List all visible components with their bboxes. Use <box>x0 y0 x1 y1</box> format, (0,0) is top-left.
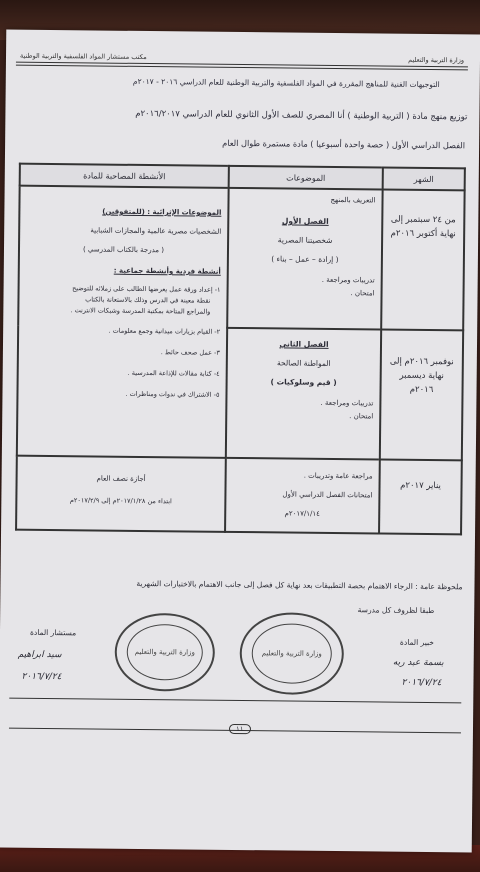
stamp-text: وزارة التربية والتعليم <box>251 623 332 684</box>
header-left: مكتب مستشار المواد الفلسفية والتربية الوطنية <box>19 51 147 62</box>
intro-line-1: التوجيهات الفنية للمناهج المقررة في المواد الفلسفية والتربية الوطنية للعام الدراسي ٢٠١٦ - ٢٠١٧م <box>132 76 440 90</box>
header-month: الشهر <box>383 167 465 190</box>
topic-bullet: تدريبات ومراجعة . <box>320 398 374 408</box>
activity-item: ٥- الاشتراك في ندوات ومناظرات . <box>125 389 220 399</box>
table-row <box>16 456 462 535</box>
month-cell <box>379 459 462 534</box>
topics-cell <box>227 188 382 330</box>
activity-item: ٢- القيام بزيارات ميدانية وجمع معلومات . <box>108 326 221 336</box>
activity-item: والمراجع المتاحة بمكتبة المدرسة وشبكات الانترنت . <box>70 306 211 316</box>
header-activities: الأنشطة المصاحبة للمادة <box>20 164 229 188</box>
official-stamp-left <box>114 613 215 692</box>
intro-line-2: توزيع منهج مادة ( التربية الوطنية ) أنا المصري للصف الأول الثانوي للعام الدراسي ٢٠١٦/٢٠١٧م <box>135 108 468 123</box>
topic-bullet: امتحان . <box>350 289 375 298</box>
activities-cell <box>16 456 226 532</box>
activity-item: نقطة معينة في الدرس وذلك بالاستعانة بالكتاب <box>85 295 211 305</box>
month-text: يناير ٢٠١٧م <box>400 480 441 492</box>
month-text: نوفمبر ٢٠١٦م إلى نهاية ديسمبر ٢٠١٦م <box>389 356 454 396</box>
intro-line-3: الفصل الدراسي الأول ( حصة واحدة أسبوعيا ) مادة مستمرة طوال العام <box>222 137 466 151</box>
topic-sub: ( قيم وسلوكيات ) <box>270 377 337 388</box>
signature-left-title: مستشار المادة <box>29 627 77 638</box>
stamp-text: وزارة التربية والتعليم <box>126 623 203 681</box>
document-page <box>0 30 480 853</box>
month-cell <box>380 329 463 460</box>
topic-unit: الفصل الأول <box>281 216 329 226</box>
page-number: ١١ <box>229 724 251 734</box>
table-row <box>18 186 464 331</box>
general-note-line-2: طبقا لظروف كل مدرسة <box>357 605 435 616</box>
topics-cell <box>225 458 380 534</box>
topic-bullet: مراجعة عامة وتدريبات . <box>303 471 373 481</box>
signature-left-date: ٢٠١٦/٧/٢٤ <box>21 671 62 683</box>
header-right: وزارة التربية والتعليم <box>408 55 465 65</box>
enrichment-line: الشخصيات مصرية عالمية والمجازات الشبابية <box>90 226 222 236</box>
activities-cell <box>17 186 229 458</box>
topic-sub: ( إرادة – عمل – بناء ) <box>271 254 339 265</box>
topic-unit: الفصل الثاني <box>279 339 329 349</box>
official-stamp-right <box>239 612 344 695</box>
header-topics: الموضوعات <box>229 166 383 190</box>
enrichment-title: الموضوعات الإثرائية : (للمتفوقين) <box>102 207 222 217</box>
month-cell <box>381 189 464 330</box>
vacation-title: أجازة نصف العام <box>96 474 146 484</box>
activity-item: ١- إعداد ورقة عمل يعرضها الطالب على زملائه للتوضيح <box>72 284 221 294</box>
topic-bullet: امتحانات الفصل الدراسي الأول <box>282 490 373 500</box>
topic-date: ٢٠١٧/١/١٤م <box>284 509 320 518</box>
enrichment-note: ( مدرجة بالكتاب المدرسي ) <box>82 245 165 255</box>
month-text: من ٢٤ سبتمبر إلى نهاية أكتوبر ٢٠١٦م <box>390 214 456 240</box>
activity-item: ٣- عمل صحف حائط . <box>160 348 220 357</box>
signature-left-name: سيد ابراهيم <box>17 649 62 661</box>
topic-title: شخصيتنا المصرية <box>277 235 333 245</box>
signature-right-name: بسمة عبد ربه <box>392 657 444 669</box>
activities-title: أنشطة فردية وأنشطة جماعية : <box>113 266 221 276</box>
general-note-line-1: ملحوظة عامة : الرجاء الاهتمام بحصة التطبيقات بعد نهاية كل فصل إلى جانب الاهتمام بالاختبارات الشهرية <box>136 578 463 592</box>
plan-table <box>15 163 466 536</box>
topic-bullet: امتحان . <box>349 412 374 421</box>
topics-cell <box>226 328 381 460</box>
signature-right-date: ٢٠١٦/٧/٢٤ <box>401 677 442 689</box>
vacation-range: ابتداء من ٢٠١٧/١/٢٨م إلى ٢٠١٧/٢/٩م <box>69 496 172 506</box>
signature-right-title: خبير المادة <box>399 637 434 648</box>
topic-intro: التعريف بالمنهج <box>330 195 376 205</box>
topic-title: المواطنة الصالحة <box>276 358 331 368</box>
topic-bullet: تدريبات ومراجعة . <box>321 275 375 285</box>
activity-item: ٤- كتابة مقالات للإذاعة المدرسية . <box>127 368 220 378</box>
footer-rule <box>9 698 461 704</box>
